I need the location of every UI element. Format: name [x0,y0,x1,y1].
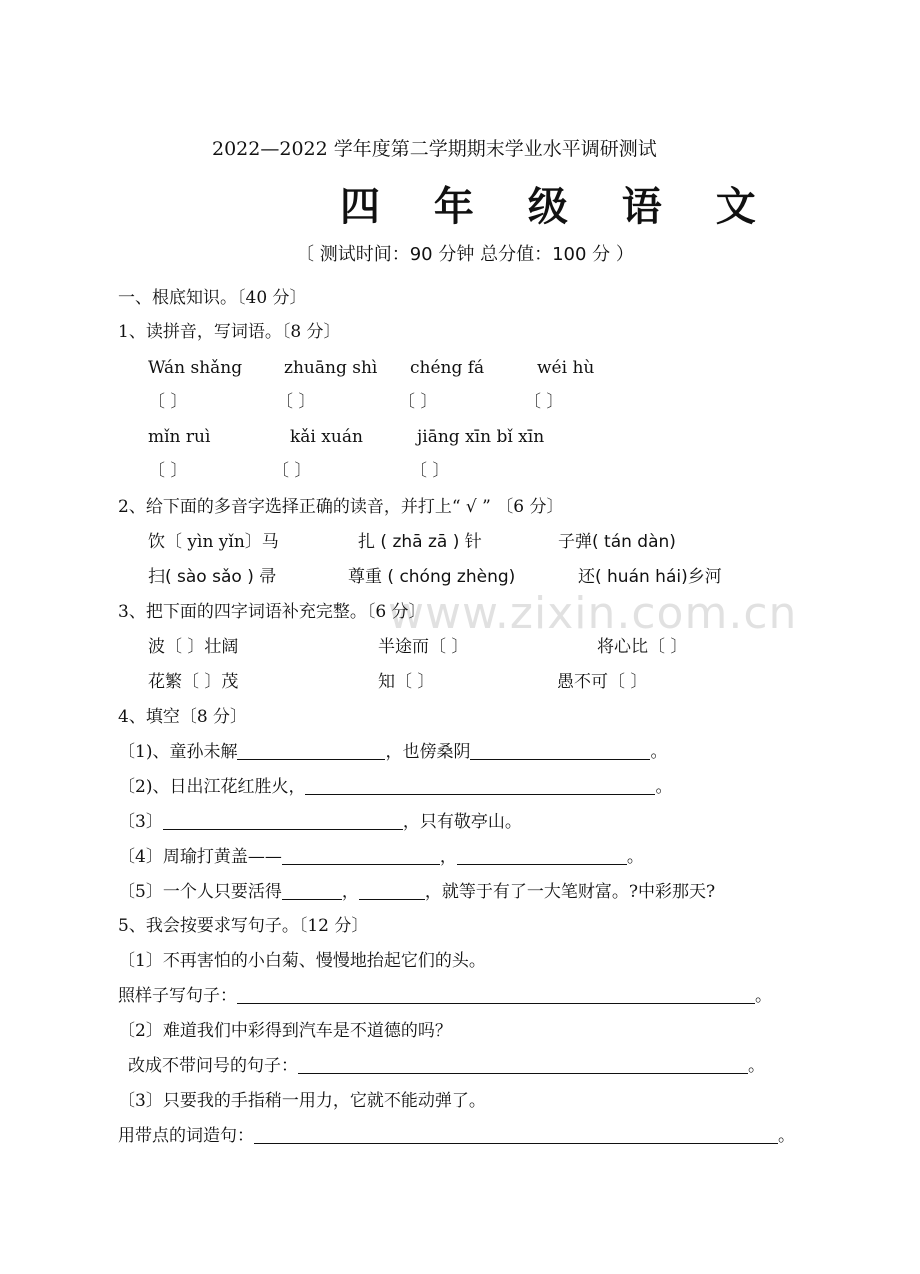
fill-item-1 [118,741,667,763]
task-label: 用带点的词造句： [118,1126,254,1146]
fill-item-5 [118,881,715,903]
pinyin-item: kǎi xuán [290,427,363,447]
fill-item-2 [118,776,672,798]
exam-header-line: 2022—2022 学年度第二学期期末学业水平调研测试 [212,138,657,160]
sentence-task-2 [128,1055,765,1077]
question-2-heading: 2、给下面的多音字选择正确的读音，并打上“ √ ” 〔6 分〕 [118,497,564,517]
fill-item-text: 〔5〕一个人只要活得 [118,882,282,902]
section-heading: 一、根底知识。〔40 分〕 [118,288,307,308]
pinyin-item: mǐn ruì [148,427,211,447]
polyphone-item[interactable]: 子弹( tán dàn) [558,532,676,552]
fill-item-text: 〔3〕 [118,812,163,832]
task-label: 照样子写句子： [118,986,237,1006]
fill-item-3 [118,811,522,833]
idiom-item[interactable]: 半途而〔 〕 [378,637,469,657]
polyphone-item[interactable]: 扎 ( zhā zā ) 针 [358,532,482,552]
answer-blank[interactable] [298,1055,748,1074]
answer-bracket[interactable]: 〔 〕 [148,392,188,412]
fill-item-text: ，只有敬亭山。 [402,812,522,832]
answer-blank[interactable] [163,811,403,830]
pinyin-item: chéng fá [410,358,485,378]
answer-blank[interactable] [282,881,342,900]
fill-item-4 [118,846,644,868]
question-5-heading: 5、我会按要求写句子。〔12 分〕 [118,916,369,936]
answer-blank[interactable] [359,881,425,900]
answer-blank[interactable] [470,741,650,760]
fill-item-text: ， [439,847,457,867]
sentence-prompt: 〔3〕只要我的手指稍一用力，它就不能动弹了。 [118,1091,486,1111]
answer-blank[interactable] [237,741,385,760]
sentence-prompt: 〔2〕难道我们中彩得到汽车是不道德的吗？ [118,1021,452,1041]
pinyin-item: jiāng xīn bǐ xīn [417,427,545,447]
fill-item-text: 〔1)、童孙未解 [118,742,238,762]
question-1-heading: 1、读拼音，写词语。〔8 分〕 [118,322,341,342]
idiom-item[interactable]: 花繁〔 〕茂 [148,672,239,692]
fill-item-text: 。 [626,847,644,867]
answer-blank[interactable] [282,846,440,865]
idiom-item[interactable]: 将心比〔 〕 [597,637,688,657]
question-3-heading: 3、把下面的四字词语补充完整。〔6 分〕 [118,602,426,622]
page-title: 四 年 级 语 文 [340,183,776,230]
fill-item-text: 。 [655,777,673,797]
sentence-task-3 [118,1125,795,1147]
watermark: www.zixin.com.cn [388,588,798,639]
polyphone-item[interactable]: 扫( sào sǎo ) 帚 [148,567,277,587]
exam-subtitle: 〔 测试时间：90 分钟 总分值：100 分 ） [296,244,634,265]
answer-bracket[interactable]: 〔 〕 [272,461,312,481]
fill-item-text: ， [341,882,359,902]
fill-item-text: 。 [650,742,668,762]
answer-blank[interactable] [254,1125,778,1144]
polyphone-item[interactable]: 饮〔 yìn yǐn〕马 [148,532,279,552]
idiom-item[interactable]: 波〔 〕壮阔 [148,637,239,657]
fill-item-text: 。 [778,1126,795,1146]
answer-blank[interactable] [237,985,755,1004]
pinyin-item: zhuāng shì [284,358,378,378]
pinyin-item: Wán shǎng [148,358,243,378]
answer-bracket[interactable]: 〔 〕 [410,461,450,481]
answer-bracket[interactable]: 〔 〕 [524,392,564,412]
sentence-prompt: 〔1〕不再害怕的小白菊、慢慢地抬起它们的头。 [118,951,486,971]
fill-item-text: 。 [748,1056,765,1076]
idiom-item[interactable]: 愚不可〔 〕 [557,672,648,692]
polyphone-item[interactable]: 尊重 ( chóng zhèng) [348,567,516,587]
answer-bracket[interactable]: 〔 〕 [398,392,438,412]
answer-bracket[interactable]: 〔 〕 [276,392,316,412]
fill-item-text: 〔4〕周瑜打黄盖—— [118,847,282,867]
answer-blank[interactable] [457,846,627,865]
polyphone-item[interactable]: 还( huán hái)乡河 [578,567,722,587]
idiom-item[interactable]: 知〔 〕 [378,672,435,692]
answer-bracket[interactable]: 〔 〕 [148,461,188,481]
fill-item-text: 〔2)、日出江花红胜火， [118,777,306,797]
task-label: 改成不带问号的句子： [128,1056,298,1076]
pinyin-item: wéi hù [537,358,595,378]
sentence-task-1 [118,985,772,1007]
answer-blank[interactable] [305,776,655,795]
fill-item-text: 。 [755,986,772,1006]
fill-item-text: ，也傍桑阴 [385,742,471,762]
fill-item-text: ，就等于有了一大笔财富。?中彩那天? [424,882,716,902]
question-4-heading: 4、填空〔8 分〕 [118,707,248,727]
